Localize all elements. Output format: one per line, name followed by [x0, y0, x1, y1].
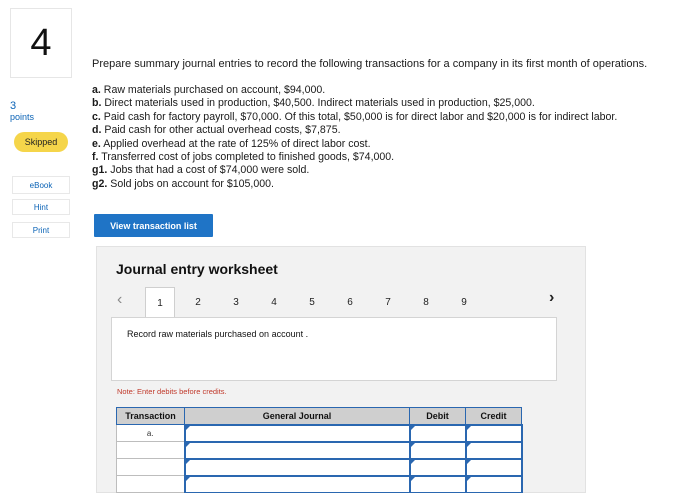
item-label: g1.	[92, 164, 108, 177]
credit-input[interactable]	[466, 476, 522, 493]
item-text: Paid cash for factory payroll, $70,000. Of this total, $50,000 is for direct labor and $20,000 is for indirect labor.	[103, 110, 618, 123]
item-text: Raw materials purchased on account, $94,000.	[103, 84, 326, 96]
debit-input[interactable]	[410, 425, 466, 442]
points-value: 3	[10, 100, 17, 112]
view-transaction-list-button[interactable]: View transaction list	[94, 214, 213, 237]
transaction-list	[92, 84, 692, 191]
tab-6[interactable]: 6	[347, 296, 353, 308]
tab-5[interactable]: 5	[309, 296, 315, 308]
tab-7[interactable]: 7	[385, 296, 391, 308]
table-row	[117, 442, 522, 459]
question-number: 4	[30, 21, 52, 64]
transaction-item	[92, 151, 692, 164]
transaction-cell: a.	[117, 425, 185, 442]
instruction-text: Record raw materials purchased on account .	[127, 329, 309, 339]
entry-note: Note: Enter debits before credits.	[117, 387, 227, 396]
item-text: Paid cash for other actual overhead costs, $7,875.	[104, 124, 341, 137]
next-tab-icon[interactable]: ›	[549, 289, 555, 306]
tab-4[interactable]: 4	[271, 296, 277, 308]
debit-input[interactable]	[410, 459, 466, 476]
worksheet-title: Journal entry worksheet	[116, 261, 278, 277]
problem-prompt: Prepare summary journal entries to record the following transactions for a company in its first month of operations.	[92, 58, 648, 70]
journal-entry-worksheet	[96, 246, 586, 493]
table-row	[117, 425, 522, 442]
item-label: f.	[92, 151, 99, 164]
credit-input[interactable]	[466, 425, 522, 442]
transaction-item	[92, 84, 692, 97]
debit-input[interactable]	[410, 442, 466, 459]
status-badge: Skipped	[14, 132, 68, 152]
credit-input[interactable]	[466, 459, 522, 476]
transaction-item	[92, 178, 692, 191]
item-text: Transferred cost of jobs completed to finished goods, $74,000.	[101, 151, 395, 164]
item-label: a.	[92, 84, 101, 96]
transaction-cell	[117, 442, 185, 459]
transaction-item	[92, 124, 692, 137]
points-label: points	[10, 112, 35, 122]
tab-1[interactable]: 1	[145, 287, 175, 318]
journal-table	[116, 407, 523, 493]
ebook-link[interactable]: eBook	[12, 176, 70, 194]
transaction-cell	[117, 476, 185, 493]
item-text: Jobs that had a cost of $74,000 were sold.	[110, 164, 310, 177]
item-label: b.	[92, 97, 102, 110]
table-row	[117, 459, 522, 476]
tab-9[interactable]: 9	[461, 296, 467, 308]
prev-tab-icon[interactable]: ‹	[117, 291, 123, 308]
worksheet-tabs	[109, 287, 569, 315]
transaction-item	[92, 164, 692, 177]
item-text: Applied overhead at the rate of 125% of direct labor cost.	[103, 137, 371, 150]
item-text: Direct materials used in production, $40,500. Indirect materials used in production, $25,000.	[104, 97, 535, 110]
general-journal-input[interactable]	[185, 442, 410, 459]
transaction-cell	[117, 459, 185, 476]
hint-link[interactable]: Hint	[12, 199, 70, 215]
general-journal-input[interactable]	[185, 459, 410, 476]
general-journal-input[interactable]	[185, 476, 410, 493]
item-label: e.	[92, 137, 101, 150]
transaction-item	[92, 97, 692, 110]
instruction-box	[111, 317, 557, 381]
transaction-item	[92, 138, 692, 151]
item-label: g2.	[92, 177, 108, 190]
tab-2[interactable]: 2	[195, 296, 201, 308]
tab-8[interactable]: 8	[423, 296, 429, 308]
item-label: d.	[92, 124, 102, 137]
header-debit: Debit	[410, 408, 466, 425]
table-row	[117, 476, 522, 493]
transaction-item	[92, 111, 692, 124]
item-text: Sold jobs on account for $105,000.	[110, 177, 274, 190]
credit-input[interactable]	[466, 442, 522, 459]
header-transaction: Transaction	[117, 408, 185, 425]
general-journal-input[interactable]	[185, 425, 410, 442]
tab-3[interactable]: 3	[233, 296, 239, 308]
print-link[interactable]: Print	[12, 222, 70, 238]
item-label: c.	[92, 110, 101, 123]
question-number-box	[10, 8, 72, 78]
header-general-journal: General Journal	[185, 408, 410, 425]
header-credit: Credit	[466, 408, 522, 425]
debit-input[interactable]	[410, 476, 466, 493]
